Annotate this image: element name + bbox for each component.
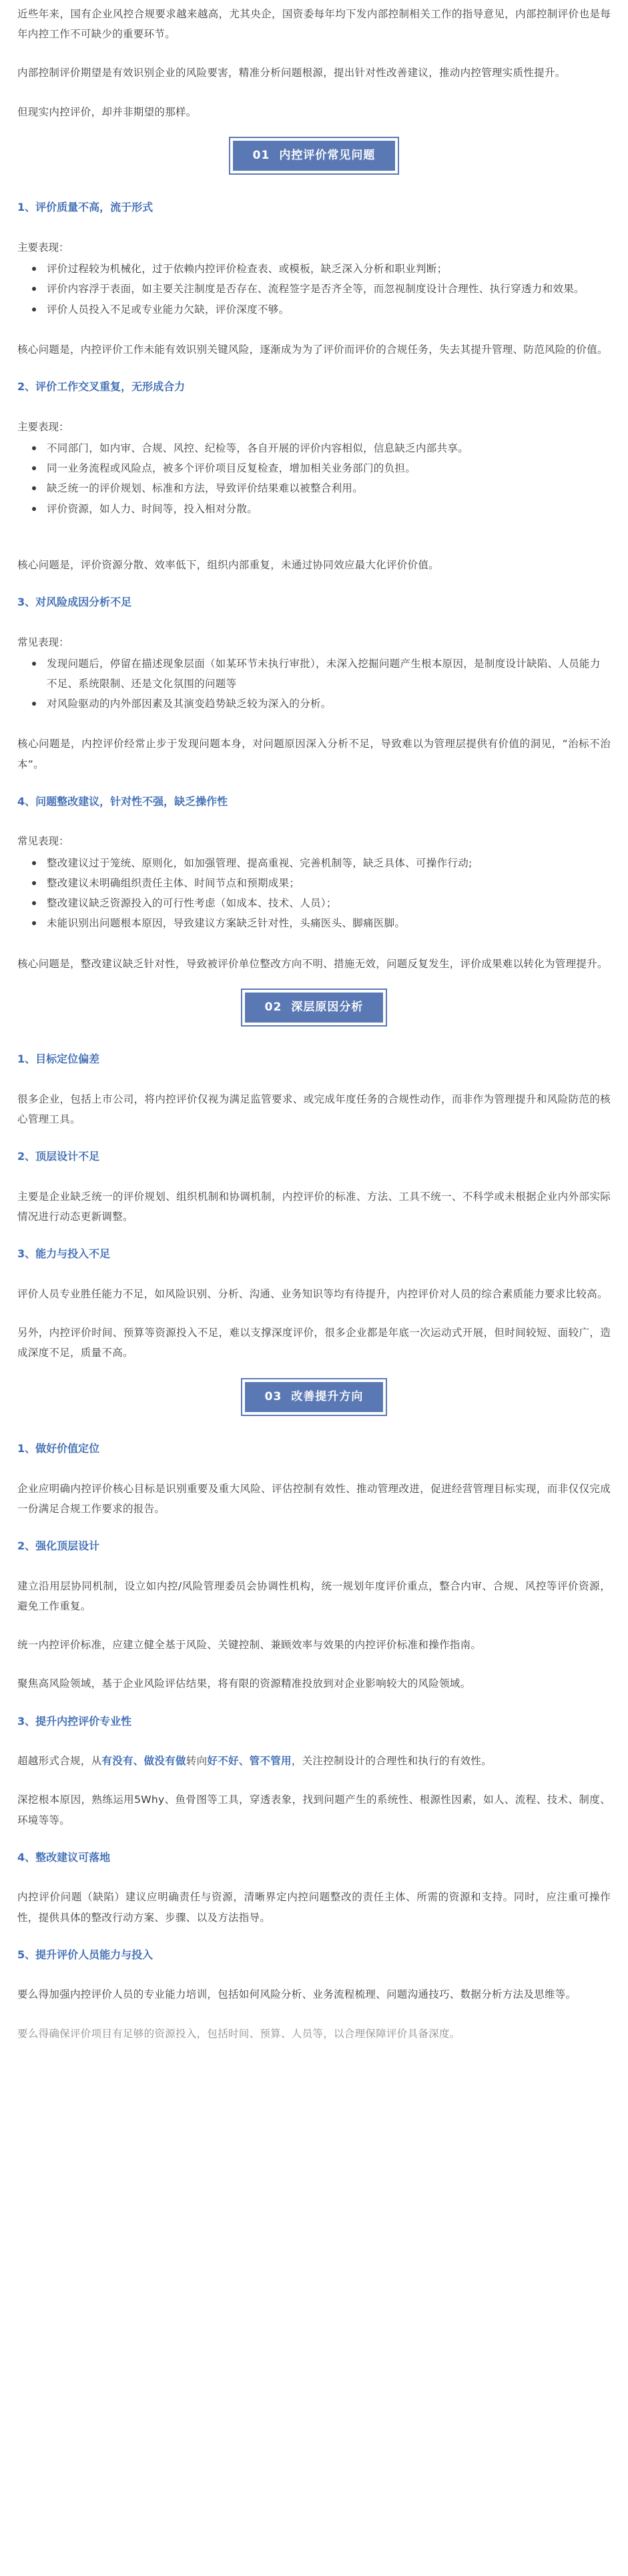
section-banner-3 — [17, 1382, 611, 1413]
subheading: 4、问题整改建议，针对性不强，缺乏操作性 — [17, 794, 228, 808]
list-item: 同一业务流程或风险点，被多个评价项目反复检查，增加相关业务部门的负担。 — [17, 458, 611, 478]
body-paragraph: 主要是企业缺乏统一的评价规划、组织机制和协调机制，内控评价的标准、方法、工具不统一、不科学或未根据企业内外部实际情况进行动态更新调整。 — [17, 1190, 611, 1223]
bullet-list — [17, 438, 611, 519]
highlight-text: 好不好、管不管用 — [207, 1755, 292, 1768]
body-paragraph: 聚焦高风险领域，基于企业风险评估结果，将有限的资源精准投放到对企业影响较大的风险领域。 — [17, 1678, 471, 1690]
section-title-text: 深层原因分析 — [291, 1000, 364, 1014]
list-item: 整改建议未明确组织责任主体、时间节点和预期成果； — [17, 873, 611, 893]
body-paragraph: 建立沿用层协同机制，设立如内控/风险管理委员会协调性机构，统一规划年度评价重点，整合内审、合规、风控等评价资源，避免工作重复。 — [17, 1579, 611, 1612]
body-paragraph: 企业应明确内控评价核心目标是识别重要及重大风险、评估控制有效性、推动管理改进，促进经营管理目标实现，而非仅仅完成一份满足合规工作要求的报告。 — [17, 1482, 611, 1515]
subheading: 2、强化顶层设计 — [17, 1539, 100, 1553]
text-segment: 超越形式合规，从 — [17, 1755, 102, 1768]
subheading: 3、提升内控评价专业性 — [17, 1714, 132, 1728]
body-paragraph: 内控评价问题（缺陷）建议应明确责任与资源，清晰界定内控问题整改的责任主体、所需的资源和支持。同时，应注重可操作性，提供具体的整改行动方案、步骤、以及方法指导。 — [17, 1891, 611, 1924]
section-number: 02 — [264, 1000, 282, 1014]
list-label: 常见表现： — [17, 835, 69, 848]
subheading: 2、评价工作交叉重复，无形成合力 — [17, 380, 186, 394]
bullet-list — [17, 654, 611, 714]
list-item: 不同部门，如内审、合规、风控、纪检等，各自开展的评价内容相似，信息缺乏内部共享。 — [17, 438, 611, 458]
subheading: 1、做好价值定位 — [17, 1442, 100, 1455]
section-title-text: 改善提升方向 — [291, 1389, 364, 1403]
list-label: 常见表现： — [17, 636, 69, 648]
list-label: 主要表现： — [17, 241, 69, 253]
section-number: 01 — [252, 148, 270, 162]
intro-paragraph: 但现实内控评价，却并非期望的那样。 — [17, 105, 197, 118]
conclusion-paragraph: 核心问题是，内控评价经常止步于发现问题本身，对问题原因深入分析不足，导致难以为管理层提供有价值的洞见，“治标不治本”。 — [17, 738, 611, 770]
body-paragraph: 很多企业，包括上市公司，将内控评价仅视为满足监管要求、或完成年度任务的合规性动作，而非作为管理提升和风险防范的核心管理工具。 — [17, 1093, 611, 1126]
list-label: 主要表现： — [17, 420, 69, 433]
body-paragraph: 另外，内控评价时间、预算等资源投入不足，难以支撑深度评价，很多企业都是年底一次运动式开展，但时间较短、面较广，造成深度不足，质量不高。 — [17, 1327, 611, 1359]
list-item: 发现问题后，停留在描述现象层面（如某环节未执行审批），未深入挖掘问题产生根本原因，是制度设计缺陷、人员能力不足、系统限制、还是文化氛围的问题等 — [17, 654, 611, 694]
intro-paragraph: 内部控制评价期望是有效识别企业的风险要害，精准分析问题根源，提出针对性改善建议，推动内控管理实质性提升。 — [17, 67, 566, 79]
body-paragraph-faded: 要么得确保评价项目有足够的资源投入，包括时间、预算、人员等，以合理保障评价具备深度。 — [17, 2027, 460, 2040]
list-item: 对风险驱动的内外部因素及其演变趋势缺乏较为深入的分析。 — [17, 694, 611, 714]
section-number: 03 — [264, 1389, 282, 1403]
list-item: 未能识别出问题根本原因，导致建议方案缺乏针对性，头痛医头、脚痛医脚。 — [17, 913, 611, 933]
conclusion-paragraph: 核心问题是，评价资源分散、效率低下，组织内部重复，未通过协同效应最大化评价价值。 — [17, 558, 440, 571]
section-title — [233, 141, 396, 171]
body-paragraph: 要么得加强内控评价人员的专业能力培训，包括如何风险分析、业务流程梳理、问题沟通技巧、数据分析方法及思维等。 — [17, 1988, 577, 2001]
list-item: 评价资源，如人力、时间等，投入相对分散。 — [17, 499, 611, 519]
subheading: 1、评价质量不高，流于形式 — [17, 201, 153, 214]
list-item: 评价过程较为机械化，过于依赖内控评价检查表、或模板，缺乏深入分析和职业判断； — [17, 259, 611, 279]
body-paragraph-highlighted — [17, 1751, 611, 1771]
bullet-list — [17, 853, 611, 934]
section-banner-1 — [17, 141, 611, 171]
intro-paragraph: 近些年来，国有企业风控合规要求越来越高，尤其央企，国资委每年均下发内部控制相关工作的指导意见，内部控制评价也是每年内控工作不可缺少的重要环节。 — [17, 8, 611, 41]
list-item: 评价内容浮于表面，如主要关注制度是否存在、流程签字是否齐全等，而忽视制度设计合理性、执行穿透力和效果。 — [17, 279, 611, 299]
body-paragraph: 评价人员专业胜任能力不足，如风险识别、分析、沟通、业务知识等均有待提升，内控评价对人员的综合素质能力要求比较高。 — [17, 1287, 608, 1300]
bullet-list — [17, 259, 611, 319]
subheading: 2、顶层设计不足 — [17, 1150, 100, 1163]
list-item: 缺乏统一的评价规划、标准和方法，导致评价结果难以被整合利用。 — [17, 478, 611, 498]
section-title-text: 内控评价常见问题 — [279, 148, 376, 162]
body-paragraph: 统一内控评价标准，应建立健全基于风险、关键控制、兼顾效率与效果的内控评价标准和操作指南。 — [17, 1639, 482, 1652]
section-banner-2 — [17, 993, 611, 1023]
list-item: 整改建议过于笼统、原则化，如加强管理、提高重视、完善机制等，缺乏具体、可操作行动; — [17, 853, 611, 873]
subheading: 3、能力与投入不足 — [17, 1247, 111, 1261]
subheading: 1、目标定位偏差 — [17, 1053, 100, 1066]
body-paragraph: 深挖根本原因，熟练运用5Why、鱼骨图等工具，穿透表象，找到问题产生的系统性、根源性因素，如人、流程、技术、制度、环境等等。 — [17, 1794, 611, 1826]
subheading: 4、整改建议可落地 — [17, 1850, 111, 1864]
spacer — [17, 539, 611, 555]
subheading: 5、提升评价人员能力与投入 — [17, 1948, 153, 1961]
subheading: 3、对风险成因分析不足 — [17, 595, 132, 608]
text-segment: ，关注控制设计的合理性和执行的有效性。 — [291, 1755, 493, 1768]
list-item: 评价人员投入不足或专业能力欠缺，评价深度不够。 — [17, 299, 611, 319]
text-segment: 转向 — [186, 1755, 208, 1768]
section-title — [245, 1382, 384, 1413]
conclusion-paragraph: 核心问题是，整改建议缺乏针对性，导致被评价单位整改方向不明、措施无效，问题反复发生，评价成果难以转化为管理提升。 — [17, 957, 608, 970]
conclusion-paragraph: 核心问题是，内控评价工作未能有效识别关键风险，逐渐成为为了评价而评价的合规任务，失去其提升管理、防范风险的价值。 — [17, 343, 608, 356]
highlight-text: 有没有、做没有做 — [101, 1755, 186, 1768]
list-item: 整改建议缺乏资源投入的可行性考虑（如成本、技术、人员）； — [17, 893, 611, 913]
section-title — [245, 993, 384, 1023]
